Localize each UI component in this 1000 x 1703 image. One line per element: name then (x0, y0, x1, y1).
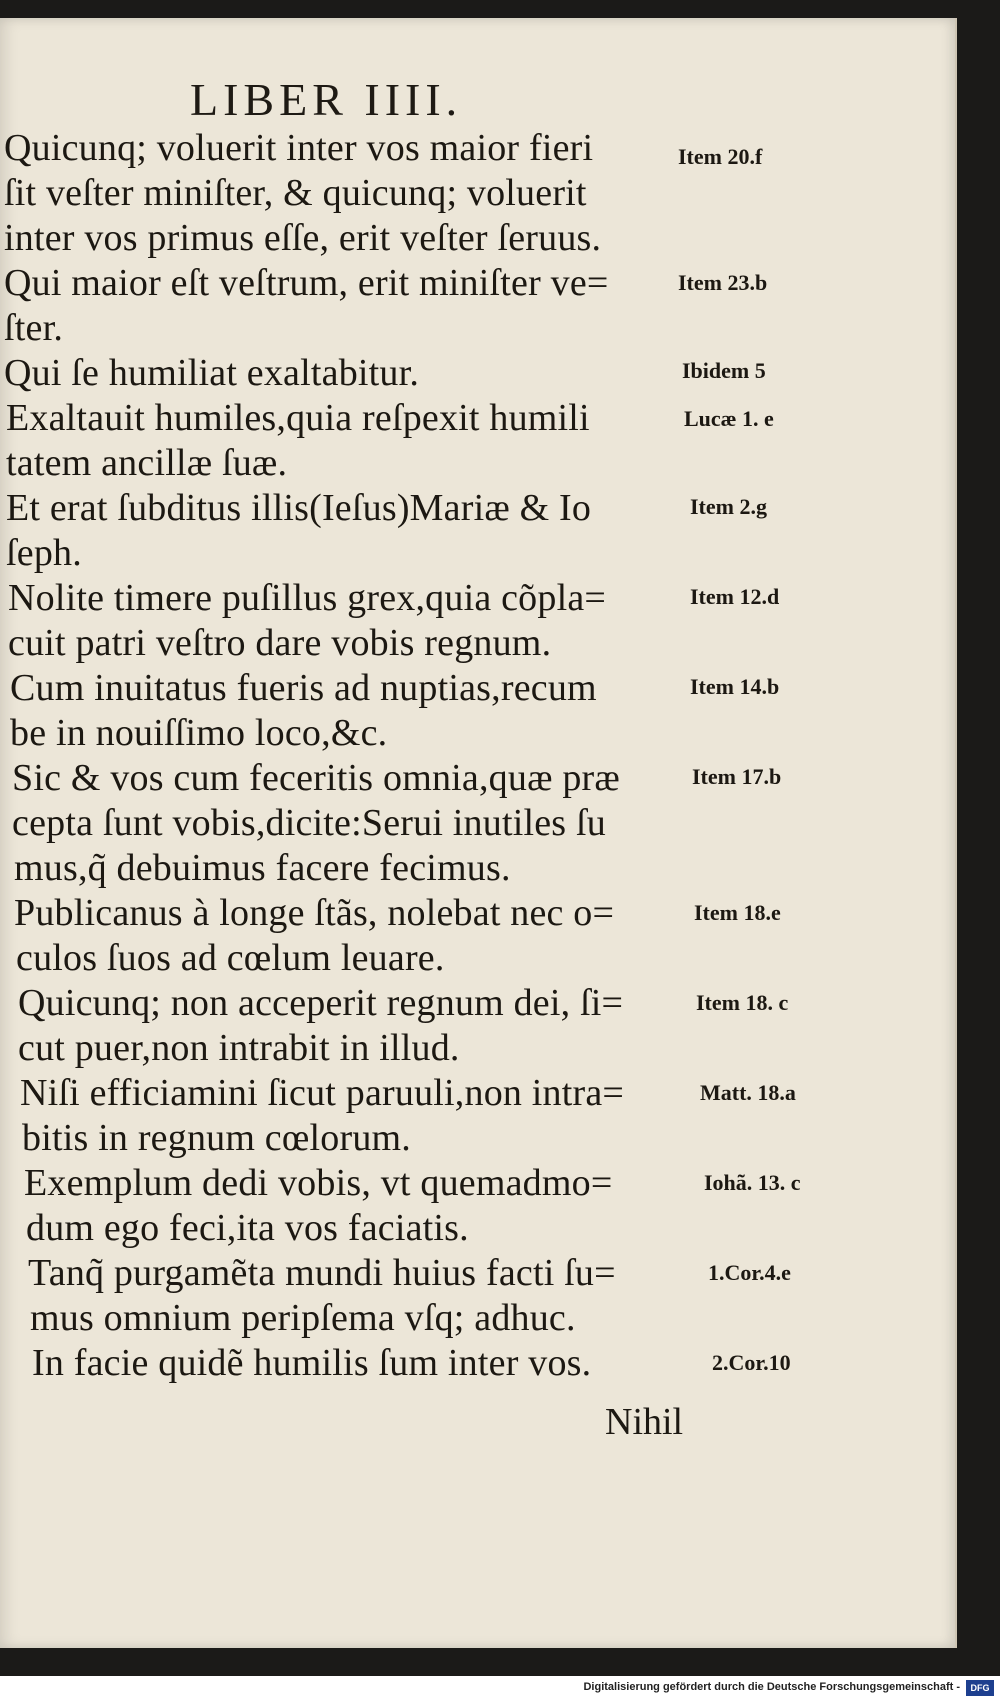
text-line: Niſi efficiamini ſicut paruuli,non intra= (20, 1072, 625, 1114)
text-line: Et erat ſubditus illis(Ieſus)Mariæ & Io (6, 487, 592, 529)
margin-reference: Lucæ 1. e (684, 406, 774, 431)
text-line: ſeph. (6, 532, 82, 574)
text-line: Qui ſe humiliat exaltabitur. (4, 352, 420, 394)
text-line: Qui maior eſt veſtrum, erit miniſter ve= (4, 262, 609, 304)
text-line: Publicanus à longe ſtãs, nolebat nec o= (14, 892, 615, 934)
text-line: ſter. (4, 307, 64, 349)
margin-reference: Matt. 18.a (700, 1080, 796, 1105)
book-page (0, 18, 957, 1648)
text-line: Quicunq; non acceperit regnum dei, ſi= (18, 982, 624, 1024)
text-line: Cum inuitatus fueris ad nuptias,recum (10, 667, 597, 709)
text-line: tatem ancillæ ſuæ. (6, 442, 288, 484)
text-line: Quicunq; voluerit inter vos maior fieri (4, 127, 594, 169)
margin-reference: Iohã. 13. c (704, 1170, 801, 1195)
text-line: cut puer,non intrabit in illud. (18, 1027, 460, 1069)
text-line: ſit veſter miniſter, & quicunq; voluerit (4, 172, 587, 214)
margin-reference: Item 18. c (696, 990, 789, 1015)
text-line: mus omnium peripſema vſq; adhuc. (30, 1297, 576, 1339)
text-line: Exaltauit humiles,quia reſpexit humili (6, 397, 590, 439)
margin-reference: Item 17.b (692, 764, 782, 789)
text-line: be in nouiſſimo loco,&c. (10, 712, 388, 754)
text-line: Nolite timere puſillus grex,quia cõpla= (8, 577, 607, 619)
text-line: cepta ſunt vobis,dicite:Serui inutiles ſu (12, 802, 606, 844)
text-line: Tanq̃ purgamẽta mundi huius facti ſu= (28, 1252, 616, 1294)
text-line: bitis in regnum cœlorum. (22, 1117, 411, 1159)
margin-reference: Item 18.e (694, 900, 781, 925)
catchword: Nihil (605, 1401, 684, 1443)
text-line: In facie quidẽ humilis ſum inter vos. (32, 1342, 592, 1384)
text-line: dum ego feci,ita vos faciatis. (26, 1207, 469, 1249)
margin-reference: 2.Cor.10 (712, 1350, 791, 1375)
text-line: Exemplum dedi vobis, vt quemadmo= (24, 1162, 613, 1204)
text-line: cuit patri veſtro dare vobis regnum. (8, 622, 552, 664)
margin-reference: Ibidem 5 (682, 358, 766, 383)
margin-reference: Item 14.b (690, 674, 780, 699)
margin-reference: Item 23.b (678, 270, 768, 295)
margin-reference: Item 20.f (678, 144, 763, 169)
margin-reference: Item 12.d (690, 584, 780, 609)
text-line: mus,q̃ debuimus facere fecimus. (14, 847, 511, 889)
funding-credit: Digitalisierung gefördert durch die Deutsche Forschungsgemeinschaft - (583, 1681, 960, 1693)
dfg-logo-icon: DFG (966, 1680, 994, 1696)
text-line: inter vos primus eſſe, erit veſter ſeruus. (4, 217, 602, 259)
margin-reference: Item 2.g (690, 494, 767, 519)
running-head: LIBER IIII. (190, 74, 463, 125)
text-line: culos ſuos ad cœlum leuare. (16, 937, 445, 979)
margin-reference: 1.Cor.4.e (708, 1260, 791, 1285)
digitization-footer (0, 1676, 1000, 1703)
text-line: Sic & vos cum feceritis omnia,quæ præ (12, 757, 620, 799)
